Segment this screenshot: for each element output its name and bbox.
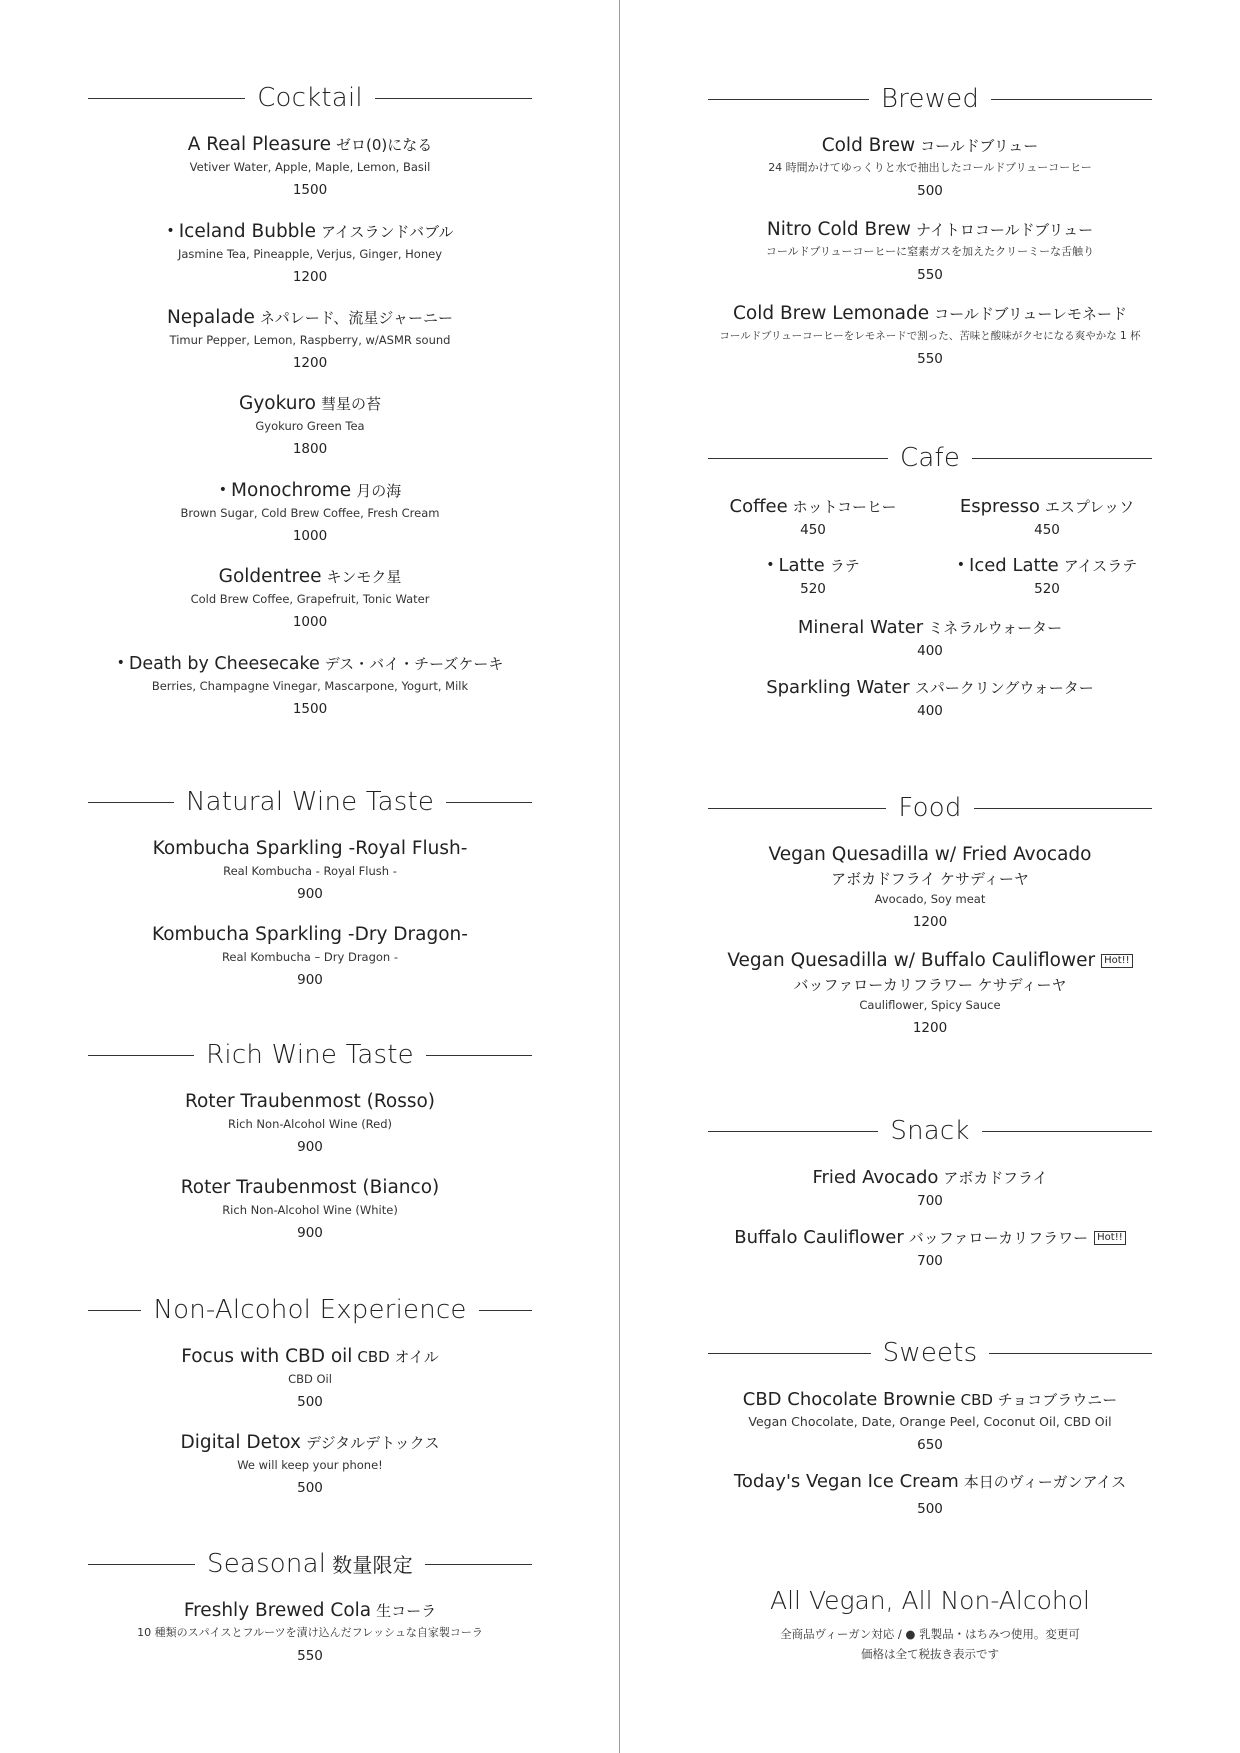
item-name: Mineral Water xyxy=(797,617,924,638)
menu-item xyxy=(88,1430,532,1498)
item-name: Roter Traubenmost (Rosso) xyxy=(184,1091,436,1112)
item-name-jp: 本日のヴィーガンアイス xyxy=(963,1473,1127,1491)
menu-item xyxy=(708,217,1152,285)
item-price: 550 xyxy=(297,1648,323,1664)
item-description: Rich Non-Alcohol Wine (Red) xyxy=(227,1117,393,1131)
dairy-marker-icon: • xyxy=(766,557,775,573)
section-header xyxy=(88,78,532,118)
menu-item xyxy=(88,836,532,904)
item-name-jp: スパークリングウォーター xyxy=(914,679,1094,697)
item-name-jp: コールドブリュー xyxy=(920,137,1039,155)
section-brewed xyxy=(708,79,1152,369)
item-name: Iceland Bubble xyxy=(178,221,316,242)
item-name-jp: 月の海 xyxy=(356,482,402,500)
section-title xyxy=(195,1549,425,1579)
item-price: 450 xyxy=(800,522,826,538)
menu-item xyxy=(88,922,532,990)
item-description: Gyokuro Green Tea xyxy=(255,419,365,433)
item-name: Freshly Brewed Cola xyxy=(183,1600,372,1621)
item-name: Focus with CBD oil xyxy=(181,1346,353,1367)
item-name: Roter Traubenmost (Bianco) xyxy=(180,1177,440,1198)
section-title: Rich Wine Taste xyxy=(206,1040,414,1070)
item-price: 500 xyxy=(917,1501,943,1517)
menu-item xyxy=(88,564,532,632)
menu-item xyxy=(88,650,532,719)
item-price: 1800 xyxy=(292,441,328,457)
item-name-jp: バッファローカリフラワー xyxy=(908,1229,1089,1247)
menu-item xyxy=(930,494,1164,540)
item-name: Vegan Quesadilla w/ Fried Avocado xyxy=(768,844,1092,865)
section-title: Cafe xyxy=(899,443,961,473)
item-name: Espresso xyxy=(959,496,1040,517)
item-description: Real Kombucha - Royal Flush - xyxy=(223,864,397,878)
section-food xyxy=(708,788,1152,1038)
item-name: Cold Brew xyxy=(821,135,916,156)
item-name-jp: ナイトロコールドブリュー xyxy=(915,221,1094,239)
dairy-marker-icon: • xyxy=(116,655,125,671)
menu-item xyxy=(930,552,1164,599)
menu-item xyxy=(88,477,532,546)
item-price: 520 xyxy=(800,581,826,597)
section-rich-wine xyxy=(88,1035,532,1243)
item-name-jp: 彗星の苔 xyxy=(320,395,381,413)
menu-item xyxy=(88,132,532,200)
item-description: コールドブリューコーヒーに窒素ガスを加えたクリーミーな舌触り xyxy=(765,245,1095,258)
item-name: Gyokuro xyxy=(238,393,316,414)
section-title-en: Seasonal xyxy=(207,1549,327,1579)
section-non-alcohol xyxy=(88,1290,532,1498)
item-name: Nitro Cold Brew xyxy=(766,219,911,240)
hot-badge: Hot!! xyxy=(1101,954,1133,968)
item-name-jp: CBD チョコブラウニー xyxy=(960,1391,1118,1409)
menu-item xyxy=(88,1089,532,1157)
item-name: Vegan Quesadilla w/ Buffalo Cauliflower xyxy=(727,950,1096,971)
section-header xyxy=(708,79,1152,119)
item-price: 1500 xyxy=(292,701,328,717)
dairy-marker-icon: • xyxy=(218,482,228,498)
section-cocktail xyxy=(88,78,532,719)
section-seasonal xyxy=(88,1544,532,1666)
item-price: 1200 xyxy=(292,355,328,371)
item-description: Real Kombucha – Dry Dragon - xyxy=(221,950,399,964)
item-name: Kombucha Sparkling -Dry Dragon- xyxy=(152,924,468,945)
item-name-jp: ネパレード、流星ジャーニー xyxy=(259,309,454,327)
item-name: Kombucha Sparkling -Royal Flush- xyxy=(152,838,468,859)
menu-item xyxy=(696,494,930,540)
footer-title: All Vegan, All Non-Alcohol xyxy=(770,1586,1090,1615)
section-header xyxy=(708,1111,1152,1151)
item-name-jp: アボカドフライ ケサディーヤ xyxy=(831,870,1029,888)
item-name-jp: デジタルデトックス xyxy=(305,1434,440,1452)
item-name-jp: 生コーラ xyxy=(376,1602,437,1620)
item-price: 1000 xyxy=(292,614,328,630)
item-name: Today's Vegan Ice Cream xyxy=(733,1471,959,1492)
menu-item xyxy=(88,1598,532,1666)
section-title: Non-Alcohol Experience xyxy=(153,1295,467,1325)
item-name-jp: ラテ xyxy=(829,557,860,575)
item-description: Brown Sugar, Cold Brew Coffee, Fresh Cream xyxy=(180,506,440,520)
item-name: Iced Latte xyxy=(969,555,1059,576)
menu-item xyxy=(708,1469,1152,1519)
item-name-jp: ミネラルウォーター xyxy=(928,619,1063,637)
item-price: 500 xyxy=(917,183,943,199)
menu-item xyxy=(708,1225,1152,1271)
footer-note-vegan: 全商品ヴィーガン対応 / ● 乳製品・はちみつ使用。変更可 xyxy=(780,1627,1080,1641)
item-description: CBD Oil xyxy=(288,1372,332,1386)
menu-item xyxy=(88,391,532,459)
item-name-jp: ホットコーヒー xyxy=(792,498,897,516)
menu-item xyxy=(88,218,532,287)
menu-item xyxy=(88,1344,532,1412)
section-title: Natural Wine Taste xyxy=(185,787,435,817)
item-description: Rich Non-Alcohol Wine (White) xyxy=(222,1203,398,1217)
menu-item xyxy=(708,133,1152,201)
footer-note-tax: 価格は全て税抜き表示です xyxy=(861,1647,999,1661)
menu-item xyxy=(708,1387,1152,1455)
item-description: Cauliflower, Spicy Sauce xyxy=(859,998,1001,1012)
section-header xyxy=(88,782,532,822)
item-price: 900 xyxy=(297,886,323,902)
menu-item xyxy=(708,615,1152,661)
item-price: 520 xyxy=(1034,581,1060,597)
item-name-jp: コールドブリューレモネード xyxy=(934,305,1128,323)
item-name-jp: CBD オイル xyxy=(357,1348,439,1366)
section-snack xyxy=(708,1111,1152,1271)
item-price: 500 xyxy=(297,1394,323,1410)
section-title: Sweets xyxy=(882,1338,978,1368)
item-description: コールドブリューコーヒーをレモネードで割った、苦味と酸味がクセになる爽やかな 1 杯 xyxy=(719,330,1141,342)
item-description: Cold Brew Coffee, Grapefruit, Tonic Water xyxy=(190,592,430,606)
item-description: Vetiver Water, Apple, Maple, Lemon, Basil xyxy=(189,160,431,174)
section-header xyxy=(88,1544,532,1584)
section-title: Snack xyxy=(890,1116,970,1146)
item-name: Fried Avocado xyxy=(812,1167,939,1188)
section-header xyxy=(708,1333,1152,1373)
item-name-jp: エスプレッソ xyxy=(1044,498,1135,516)
item-price: 450 xyxy=(1034,522,1060,538)
item-name: Latte xyxy=(778,555,825,576)
item-price: 900 xyxy=(297,1139,323,1155)
item-price: 700 xyxy=(917,1193,943,1209)
section-sweets xyxy=(708,1333,1152,1519)
item-name: Monochrome xyxy=(231,480,352,501)
section-header xyxy=(88,1290,532,1330)
menu-item xyxy=(708,301,1152,369)
item-description: 24 時間かけてゆっくりと水で抽出したコールドブリューコーヒー xyxy=(768,161,1092,174)
item-price: 550 xyxy=(917,267,943,283)
item-price: 1500 xyxy=(292,182,328,198)
item-price: 400 xyxy=(917,703,943,719)
item-name-jp: アイスランドバブル xyxy=(320,223,454,241)
item-description: 10 種類のスパイスとフルーツを漬け込んだフレッシュな自家製コーラ xyxy=(137,1626,483,1639)
item-price: 400 xyxy=(917,643,943,659)
item-name: Buffalo Cauliflower xyxy=(734,1227,904,1248)
menu-item xyxy=(88,305,532,373)
item-description: Timur Pepper, Lemon, Raspberry, w/ASMR sound xyxy=(169,333,451,347)
dairy-marker-icon: • xyxy=(956,557,966,573)
item-name: Death by Cheesecake xyxy=(128,654,320,674)
item-name-jp: キンモク星 xyxy=(326,568,402,586)
menu-footer xyxy=(708,1584,1152,1664)
item-price: 500 xyxy=(297,1480,323,1496)
section-header xyxy=(708,788,1152,828)
item-name: Goldentree xyxy=(218,566,322,587)
menu-item xyxy=(708,1165,1152,1211)
section-natural-wine xyxy=(88,782,532,990)
menu-item xyxy=(708,675,1152,721)
section-cafe xyxy=(708,438,1152,721)
item-price: 700 xyxy=(917,1253,943,1269)
menu-item xyxy=(88,1175,532,1243)
item-price: 1200 xyxy=(912,1020,948,1036)
section-header xyxy=(708,438,1152,478)
hot-badge: Hot!! xyxy=(1094,1231,1126,1245)
item-description: Vegan Chocolate, Date, Orange Peel, Coconut Oil, CBD Oil xyxy=(748,1414,1112,1429)
item-name: Nepalade xyxy=(166,307,255,328)
section-title: Cocktail xyxy=(257,83,363,113)
item-price: 550 xyxy=(917,351,943,367)
item-name: A Real Pleasure xyxy=(187,134,331,155)
item-name: Sparkling Water xyxy=(766,677,910,698)
section-title-jp: 数量限定 xyxy=(332,1553,413,1577)
item-price: 1200 xyxy=(292,269,328,285)
section-title: Food xyxy=(898,793,962,823)
item-name-jp: ゼロ(0)になる xyxy=(336,136,433,154)
item-name: Coffee xyxy=(729,496,788,517)
menu-item xyxy=(708,948,1152,1038)
center-divider xyxy=(619,0,620,1753)
item-price: 650 xyxy=(917,1437,943,1453)
item-description: Avocado, Soy meat xyxy=(874,892,986,906)
item-name-jp: バッファローカリフラワー ケサディーヤ xyxy=(793,976,1067,994)
item-name-jp: デス・バイ・チーズケーキ xyxy=(324,655,504,673)
item-price: 900 xyxy=(297,1225,323,1241)
item-name-jp: アボカドフライ xyxy=(943,1169,1048,1187)
item-name: Cold Brew Lemonade xyxy=(732,303,930,324)
item-description: We will keep your phone! xyxy=(237,1458,383,1472)
item-name-jp: アイスラテ xyxy=(1063,557,1138,575)
item-description: Jasmine Tea, Pineapple, Verjus, Ginger, Honey xyxy=(177,247,443,261)
item-price: 1200 xyxy=(912,914,948,930)
item-price: 1000 xyxy=(292,528,328,544)
section-header xyxy=(88,1035,532,1075)
item-name: CBD Chocolate Brownie xyxy=(742,1389,956,1410)
menu-item xyxy=(696,552,930,599)
menu-item xyxy=(708,842,1152,932)
dairy-marker-icon: • xyxy=(166,223,175,239)
item-name: Digital Detox xyxy=(180,1432,301,1453)
section-title: Brewed xyxy=(880,84,980,114)
item-description: Berries, Champagne Vinegar, Mascarpone, Yogurt, Milk xyxy=(151,679,469,693)
item-price: 900 xyxy=(297,972,323,988)
